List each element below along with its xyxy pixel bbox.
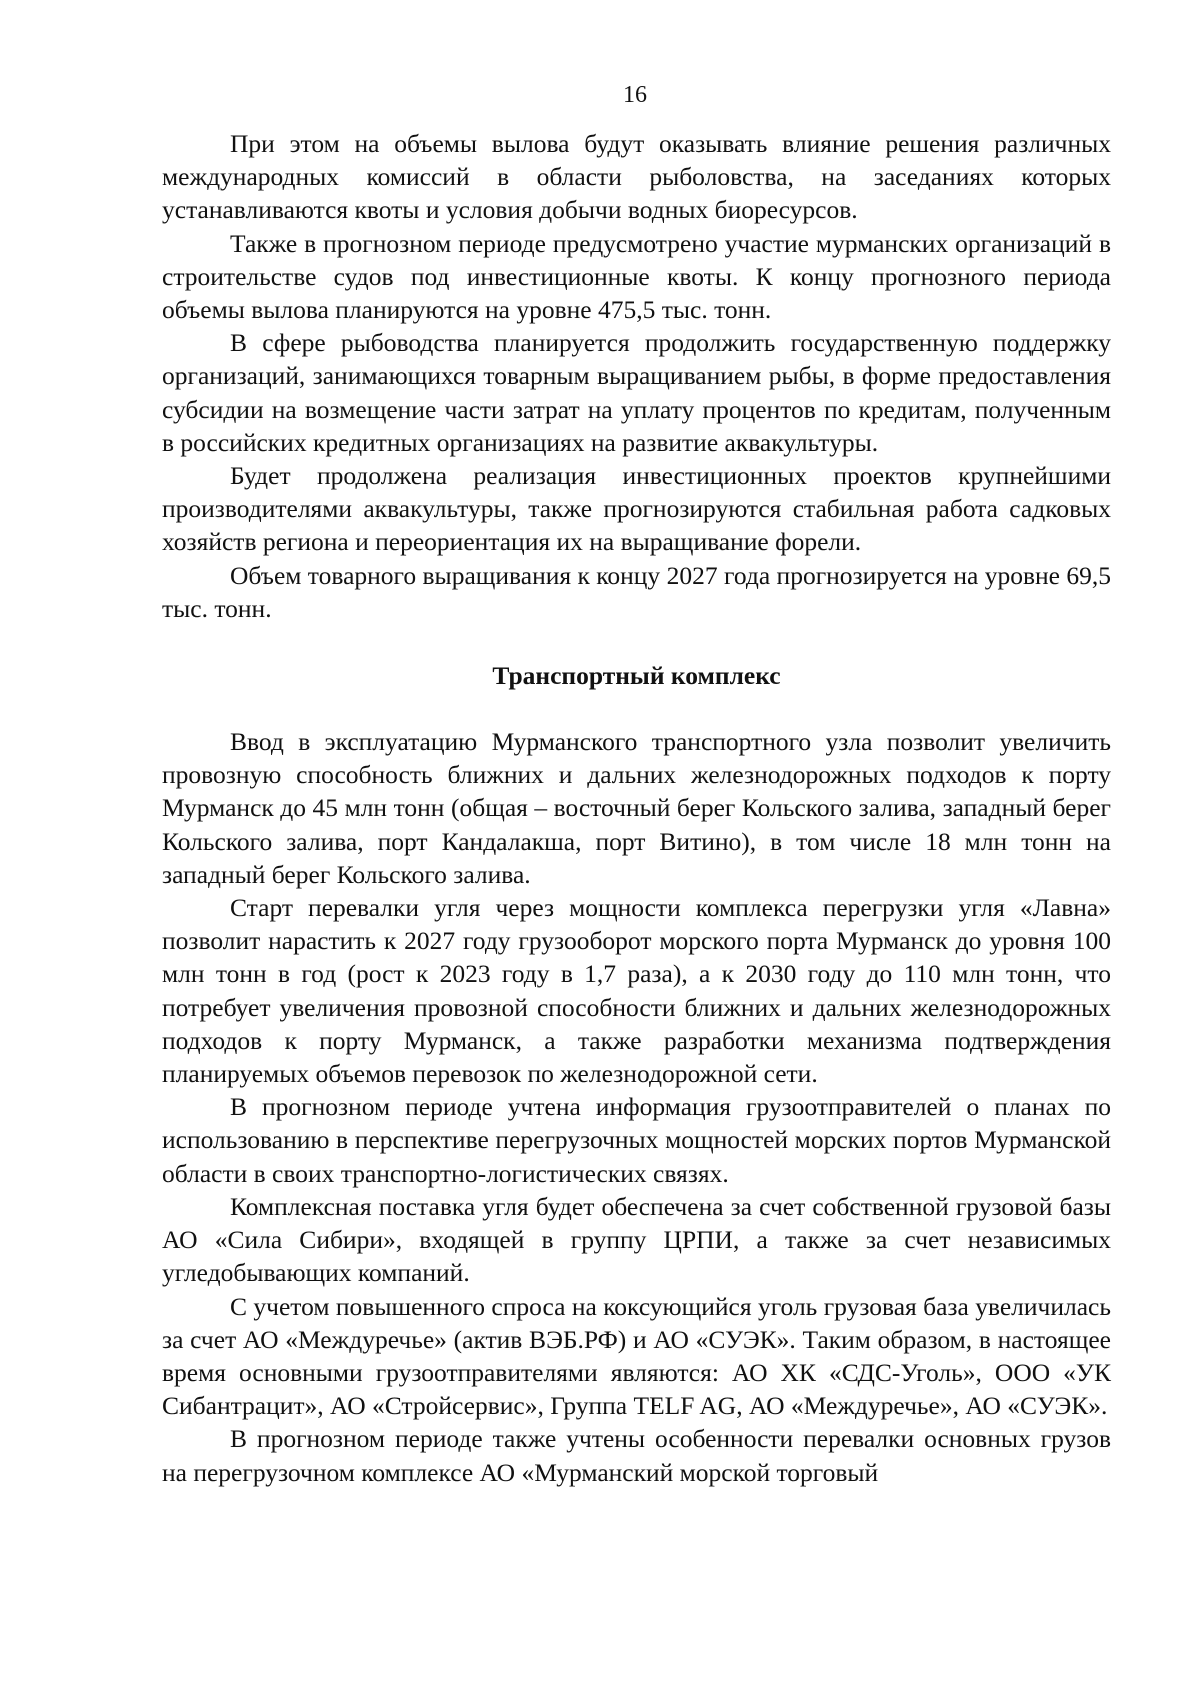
paragraph: В сфере рыбоводства планируется продолжить государственную поддержку организаций, занимающихся товарным выращиванием рыбы, в форме предоставления субсидии на возмещение части затрат на уплату процентов по кредитам, полученным в российских кредитных организациях на развитие аквакультуры.: [162, 328, 1111, 457]
paragraph: Комплексная поставка угля будет обеспечена за счет собственной грузовой базы АО «Сила Сибири», входящей в группу ЦРПИ, а также за счет независимых угледобывающих компаний.: [162, 1191, 1111, 1288]
paragraph: Объем товарного выращивания к концу 2027 года прогнозируется на уровне 69,5 тыс. тонн.: [162, 560, 1111, 623]
paragraph: В прогнозном периоде также учтены особенности перевалки основных грузов на перегрузочном комплексе АО «Мурманский морской торговый: [162, 1424, 1111, 1487]
page-body: [162, 127, 1111, 1489]
section-heading: Транспортный комплекс: [492, 661, 781, 691]
page-number: 16: [623, 82, 647, 108]
paragraph: Ввод в эксплуатацию Мурманского транспортного узла позволит увеличить провозную способность ближних и дальних железнодорожных подходов к порту Мурманск до 45 млн тонн (общая – восточный берег Кольского залива, западный берег Кольского залива, порт Кандалакша, порт Витино), в том числе 18 млн тонн на западный берег Кольского залива.: [162, 727, 1111, 889]
paragraph: Будет продолжена реализация инвестиционных проектов крупнейшими производителями аквакультуры, также прогнозируются стабильная работа садковых хозяйств региона и переориентация их на выращивание форели.: [162, 461, 1111, 557]
paragraph: С учетом повышенного спроса на коксующийся уголь грузовая база увеличилась за счет АО «Междуречье» (актив ВЭБ.РФ) и АО «СУЭК». Таким образом, в настоящее время основными грузоотправителями являются: АО ХК «СДС-Уголь», ООО «УК Сибантрацит», АО «Стройсервис», Группа TELF AG, АО «Междуречье», АО «СУЭК».: [162, 1291, 1111, 1421]
paragraph: Также в прогнозном периоде предусмотрено участие мурманских организаций в строительстве судов под инвестиционные квоты. К концу прогнозного периода объемы вылова планируются на уровне 475,5 тыс. тонн.: [162, 228, 1111, 325]
paragraph: Старт перевалки угля через мощности комплекса перегрузки угля «Лавна» позволит нарастить к 2027 году грузооборот морского порта Мурманск до уровня 100 млн тонн в год (рост к 2023 году в 1,7 раза), а к 2030 году до 110 млн тонн, что потребует увеличения провозной способности ближних и дальних железнодорожных подходов к порту Мурманск, а также разработки механизма подтверждения планируемых объемов перевозок по железнодорожной сети.: [162, 893, 1111, 1089]
paragraph: В прогнозном периоде учтена информация грузоотправителей о планах по использованию в перспективе перегрузочных мощностей морских портов Мурманской области в своих транспортно-логистических связях.: [162, 1092, 1111, 1188]
paragraph: При этом на объемы вылова будут оказывать влияние решения различных международных комиссий в области рыболовства, на заседаниях которых устанавливаются квоты и условия добычи водных биоресурсов.: [162, 129, 1111, 225]
